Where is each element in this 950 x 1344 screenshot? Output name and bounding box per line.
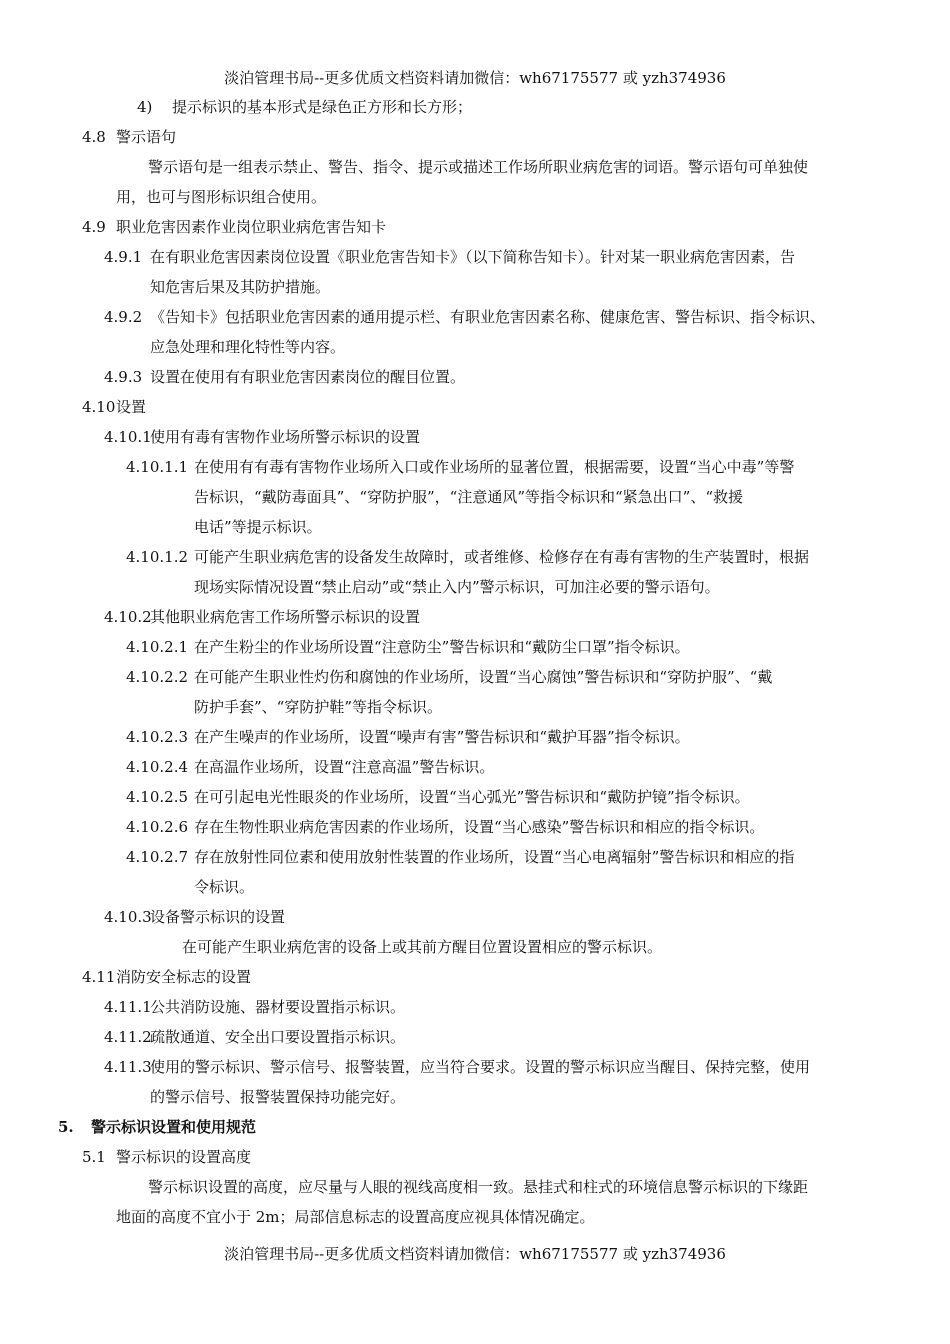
clause-number: 4.10.1.2: [126, 548, 189, 566]
subsection-line: [0, 1052, 950, 1082]
subsection-number: 4.9.3: [104, 368, 143, 386]
subsection-text: 疏散通道、安全出口要设置指示标识。: [150, 1028, 406, 1046]
clause-text: 在可引起电光性眼炎的作业场所，设置“当心弧光”警告标识和“戴防护镜”指令标识。: [194, 788, 750, 806]
section-heading: [0, 962, 950, 992]
clause-line: [0, 662, 950, 692]
paragraph-line: [0, 332, 950, 362]
section-number: 4.8: [82, 128, 106, 146]
paragraph-text: 地面的高度不宜小于 2m；局部信息标志的设置高度应视具体情况确定。: [116, 1208, 595, 1226]
subsection-text: 在有职业危害因素岗位设置《职业危害告知卡》（以下简称告知卡）。针对某一职业病危害因素，告: [150, 248, 796, 266]
section-heading: [0, 212, 950, 242]
chapter-title: 警示标识设置和使用规范: [91, 1118, 257, 1136]
subsection-line: [0, 362, 950, 392]
subsection-number: 4.11.1: [104, 998, 152, 1016]
paragraph-text: 警示语句是一组表示禁止、警告、指令、提示或描述工作场所职业病危害的词语。警示语句可单独使: [148, 158, 809, 176]
subsection-line: [0, 902, 950, 932]
clause-number: 4.10.2.5: [126, 788, 189, 806]
section-number: 5.1: [82, 1148, 106, 1166]
paragraph-text: 现场实际情况设置“禁止启动”或“禁止入内”警示标识，可加注必要的警示语句。: [194, 578, 720, 596]
subsection-text: 《告知卡》包括职业危害因素的通用提示栏、有职业危害因素名称、健康危害、警告标识、指令标识、: [150, 308, 826, 326]
section-number: 4.9: [82, 218, 106, 236]
clause-text: 存在放射性同位素和使用放射性装置的作业场所，设置“当心电离辐射”警告标识和相应的指: [194, 848, 795, 866]
section-heading: [0, 1142, 950, 1172]
paragraph-text: 知危害后果及其防护措施。: [150, 278, 331, 296]
paragraph-line: [0, 152, 950, 182]
paragraph-line: [0, 272, 950, 302]
clause-number: 4.10.2.7: [126, 848, 189, 866]
subsection-text: 其他职业病危害工作场所警示标识的设置: [150, 608, 421, 626]
subsection-line: [0, 242, 950, 272]
paragraph-text: 用，也可与图形标识组合使用。: [116, 188, 327, 206]
chapter-number: 5.: [58, 1118, 74, 1136]
paragraph-line: [0, 182, 950, 212]
chapter-heading: [0, 1112, 950, 1142]
document-body: [0, 92, 950, 1232]
subsection-line: [0, 422, 950, 452]
paragraph-text: 防护手套”、“穿防护鞋”等指令标识。: [194, 698, 443, 716]
paragraph-text: 电话”等提示标识。: [194, 518, 322, 536]
subsection-number: 4.9.1: [104, 248, 143, 266]
subsection-number: 4.11.2: [104, 1028, 152, 1046]
section-number: 4.11: [82, 968, 116, 986]
paragraph-line: [0, 512, 950, 542]
clause-line: [0, 782, 950, 812]
clause-line: [0, 722, 950, 752]
paragraph-line: [0, 1082, 950, 1112]
clause-text: 可能产生职业病危害的设备发生故障时，或者维修、检修存在有毒有害物的生产装置时，根据: [194, 548, 810, 566]
paragraph-line: [0, 482, 950, 512]
section-heading: [0, 392, 950, 422]
clause-text: 在产生粉尘的作业场所设置“注意防尘”警告标识和“戴防尘口罩”指令标识。: [194, 638, 690, 656]
paragraph-line: [0, 692, 950, 722]
clause-number: 4.10.1.1: [126, 458, 189, 476]
subsection-text: 使用有毒有害物作业场所警示标识的设置: [150, 428, 421, 446]
clause-text: 在高温作业场所，设置“注意高温”警告标识。: [194, 758, 495, 776]
clause-line: [0, 632, 950, 662]
list-item: [0, 92, 950, 122]
subsection-number: 4.9.2: [104, 308, 143, 326]
clause-number: 4.10.2.2: [126, 668, 189, 686]
subsection-number: 4.10.1: [104, 428, 152, 446]
subsection-line: [0, 602, 950, 632]
subsection-number: 4.10.2: [104, 608, 152, 626]
clause-text: 在产生噪声的作业场所，设置“噪声有害”警告标识和“戴护耳器”指令标识。: [194, 728, 690, 746]
paragraph-line: [0, 932, 950, 962]
paragraph-line: [0, 1202, 950, 1232]
section-number: 4.10: [82, 398, 116, 416]
subsection-text: 设置在使用有有职业危害因素岗位的醒目位置。: [150, 368, 466, 386]
paragraph-line: [0, 572, 950, 602]
clause-number: 4.10.2.1: [126, 638, 189, 656]
subsection-text: 公共消防设施、器材要设置指示标识。: [150, 998, 406, 1016]
section-title: 警示标识的设置高度: [116, 1148, 252, 1166]
subsection-number: 4.11.3: [104, 1058, 152, 1076]
page-header: 淡泊管理书局--更多优质文档资料请加微信：wh67175577 或 yzh374936: [224, 69, 726, 87]
subsection-text: 设备警示标识的设置: [150, 908, 286, 926]
clause-line: [0, 752, 950, 782]
clause-text: 在可能产生职业性灼伤和腐蚀的作业场所，设置“当心腐蚀”警告标识和“穿防护服”、“戴: [194, 668, 773, 686]
subsection-line: [0, 992, 950, 1022]
subsection-line: [0, 302, 950, 332]
clause-number: 4.10.2.3: [126, 728, 189, 746]
section-title: 设置: [116, 398, 147, 416]
paragraph-text: 告标识，“戴防毒面具”、“穿防护服”，“注意通风”等指令标识和“紧急出口”、“救援: [194, 488, 744, 506]
paragraph-text: 警示标识设置的高度，应尽量与人眼的视线高度相一致。悬挂式和柱式的环境信息警示标识的下缘距: [148, 1178, 809, 1196]
item-text: 提示标识的基本形式是绿色正方形和长方形；: [172, 98, 473, 116]
clause-number: 4.10.2.6: [126, 818, 189, 836]
clause-text: 在使用有有毒有害物作业场所入口或作业场所的显著位置，根据需要，设置“当心中毒”等警: [194, 458, 795, 476]
paragraph-line: [0, 872, 950, 902]
clause-line: [0, 452, 950, 482]
clause-line: [0, 842, 950, 872]
item-number: 4): [137, 98, 153, 116]
paragraph-line: [0, 1172, 950, 1202]
subsection-line: [0, 1022, 950, 1052]
subsection-text: 使用的警示标识、警示信号、报警装置，应当符合要求。设置的警示标识应当醒目、保持完整，使用: [150, 1058, 811, 1076]
clause-text: 存在生物性职业病危害因素的作业场所，设置“当心感染”警告标识和相应的指令标识。: [194, 818, 765, 836]
clause-number: 4.10.2.4: [126, 758, 189, 776]
page-footer: 淡泊管理书局--更多优质文档资料请加微信：wh67175577 或 yzh374936: [224, 1245, 726, 1263]
subsection-number: 4.10.3: [104, 908, 152, 926]
clause-line: [0, 542, 950, 572]
clause-line: [0, 812, 950, 842]
section-title: 消防安全标志的设置: [116, 968, 252, 986]
paragraph-text: 应急处理和理化特性等内容。: [150, 338, 346, 356]
section-heading: [0, 122, 950, 152]
section-title: 警示语句: [116, 128, 177, 146]
section-title: 职业危害因素作业岗位职业病危害告知卡: [116, 218, 387, 236]
paragraph-text: 在可能产生职业病危害的设备上或其前方醒目位置设置相应的警示标识。: [182, 938, 663, 956]
paragraph-text: 的警示信号、报警装置保持功能完好。: [150, 1088, 406, 1106]
paragraph-text: 令标识。: [194, 878, 255, 896]
